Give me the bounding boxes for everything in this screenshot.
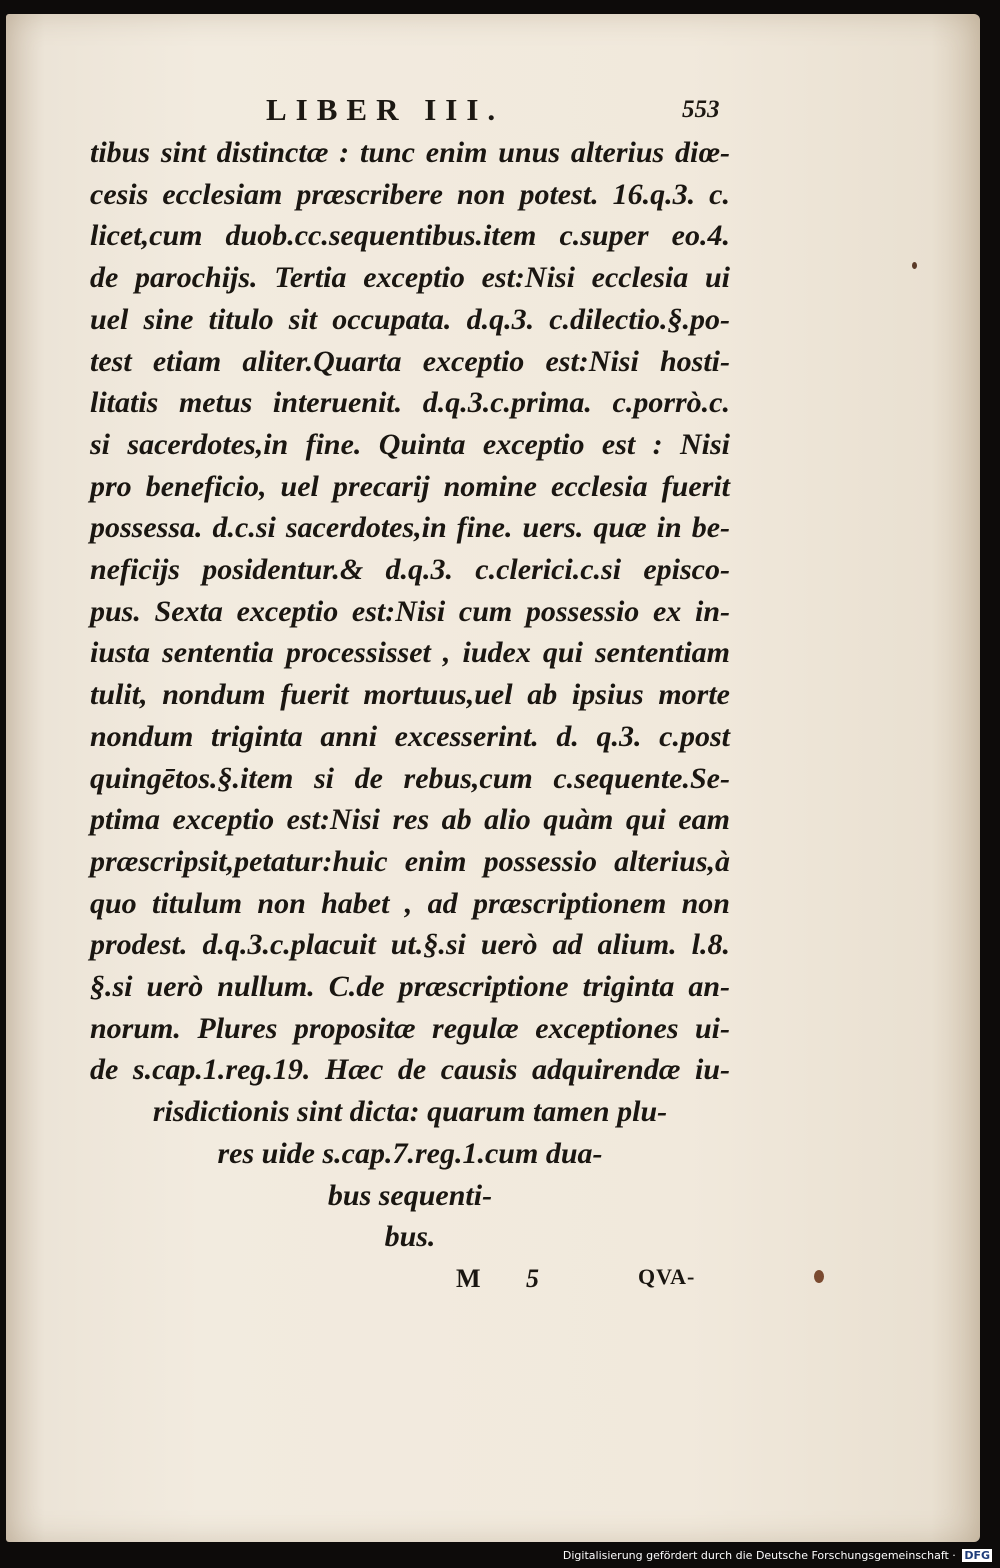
catchword: QVA- — [638, 1264, 696, 1289]
text-line: licet,cum duob.cc.sequentibus.item c.super eo.4. — [90, 219, 730, 253]
text-line: norum. Plures propositæ regulæ exceptiones ui- — [90, 1011, 730, 1045]
text-line: pro beneficio, uel precarij nomine ecclesia fuerit — [90, 469, 730, 503]
text-line: possessa. d.c.si sacerdotes,in fine. uers. quæ in be- — [90, 511, 730, 545]
text-line: quo titulum non habet , ad præscriptionem non — [90, 886, 730, 920]
text-line: pus. Sexta exceptio est:Nisi cum possessio ex in- — [90, 594, 730, 628]
text-line: tulit, nondum fuerit mortuus,uel ab ipsius morte — [90, 678, 730, 712]
text-line: de s.cap.1.reg.19. Hæc de causis adquirendæ iu- — [90, 1053, 730, 1087]
text-line: præscripsit,petatur:huic enim possessio alterius,à — [90, 844, 730, 878]
centered-line: risdictionis sint dicta: quarum tamen plu- — [152, 1095, 668, 1129]
funding-note: Digitalisierung gefördert durch die Deutsche Forschungsgemeinschaft · — [562, 1549, 956, 1562]
text-line: neficijs posidentur.& d.q.3. c.clerici.c.si episco- — [90, 553, 730, 587]
text-line: de parochijs. Tertia exceptio est:Nisi ecclesia ui — [90, 261, 730, 295]
text-line: §.si uerò nullum. C.de præscriptione triginta an- — [90, 970, 730, 1004]
signature-mark: M — [456, 1264, 481, 1293]
text-line: iusta sententia processisset , iudex qui sententiam — [90, 636, 730, 670]
text-line: litatis metus interuenit. d.q.3.c.prima. c.porrò.c. — [90, 386, 730, 420]
ink-speck — [814, 1270, 824, 1283]
running-head: LIBER III. — [266, 92, 505, 127]
centered-line: bus. — [384, 1220, 436, 1254]
centered-line: res uide s.cap.7.reg.1.cum dua- — [217, 1136, 603, 1170]
signature-number: 5 — [526, 1264, 539, 1293]
text-line: cesis ecclesiam præscribere non potest. 16.q.3. c. — [90, 177, 730, 211]
text-line: prodest. d.q.3.c.placuit ut.§.si uerò ad alium. l.8. — [90, 928, 730, 962]
page-number: 553 — [682, 96, 720, 123]
text-line: tibus sint distinctæ : tunc enim unus alterius diœ- — [90, 136, 730, 169]
dfg-logo: DFG — [964, 1549, 990, 1562]
text-line: nondum triginta anni excesserint. d. q.3. c.post — [90, 719, 730, 753]
ink-speck — [912, 262, 917, 269]
body-text — [90, 132, 730, 1258]
centered-line: bus sequenti- — [327, 1178, 493, 1212]
text-line: uel sine titulo sit occupata. d.q.3. c.dilectio.§.po- — [90, 302, 730, 336]
text-line: ptima exceptio est:Nisi res ab alio quàm qui eam — [90, 803, 730, 837]
digitization-footer — [563, 1549, 992, 1562]
text-line: si sacerdotes,in fine. Quinta exceptio est : Nisi — [90, 427, 730, 461]
book-page — [6, 14, 980, 1542]
text-line: quingētos.§.item si de rebus,cum c.sequente.Se- — [90, 761, 730, 795]
text-line: test etiam aliter.Quarta exceptio est:Nisi hosti- — [90, 344, 730, 378]
